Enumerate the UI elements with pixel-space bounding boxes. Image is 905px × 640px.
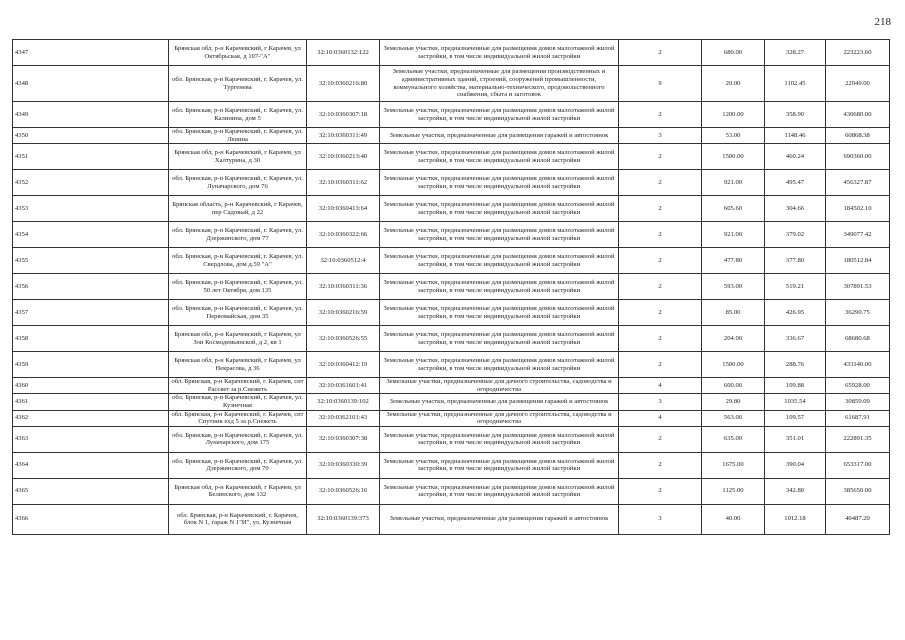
cadastral-number-cell: 32:10:0360307:18 xyxy=(307,102,380,128)
cadastral-value-cell: 690360.00 xyxy=(826,144,890,170)
land-use-group-cell: 2 xyxy=(619,170,702,196)
land-use-group-cell: 2 xyxy=(619,196,702,222)
address-cell: обл. Брянская, р-н Карачевский, г. Карачев, ул. 50 лет Октября, дом 135 xyxy=(169,274,307,300)
page-number: 218 xyxy=(874,16,891,28)
cadastral-number-cell: 32:10:0360526:55 xyxy=(307,326,380,352)
land-use-group-cell: 2 xyxy=(619,102,702,128)
specific-value-cell: 426.95 xyxy=(765,300,826,326)
land-use-cell: Земельные участки, предназначенные для размещения домов малоэтажной жилой застройки, в том числе индивидуальной жилой застройки xyxy=(380,248,619,274)
address-cell: обл. Брянская, р-н Карачевский, г. Карачев, ул. Тургенева xyxy=(169,66,307,102)
address-cell: обл. Брянская, р-н Карачевский, г. Карачев, ул. Дзержинского, дом 70 xyxy=(169,452,307,478)
record-number: 4364 xyxy=(13,452,169,478)
area-cell: 921.00 xyxy=(702,170,765,196)
land-use-cell: Земельные участки, предназначенные для размещения домов малоэтажной жилой застройки, в том числе индивидуальной жилой застройки xyxy=(380,274,619,300)
table-row xyxy=(13,426,890,452)
land-use-cell: Земельные участки, предназначенные для размещения домов малоэтажной жилой застройки, в том числе индивидуальной жилой застройки xyxy=(380,478,619,504)
specific-value-cell: 336.67 xyxy=(765,326,826,352)
land-use-group-cell: 4 xyxy=(619,378,702,394)
address-cell: Брянская обл, р-н Карачевский, г Карачев, ул Некрасова, д 36 xyxy=(169,352,307,378)
specific-value-cell: 1148.46 xyxy=(765,128,826,144)
land-use-group-cell: 3 xyxy=(619,504,702,534)
area-cell: 1125.00 xyxy=(702,478,765,504)
land-use-group-cell: 4 xyxy=(619,410,702,426)
cadastral-value-cell: 385650.00 xyxy=(826,478,890,504)
record-number: 4355 xyxy=(13,248,169,274)
record-number: 4358 xyxy=(13,326,169,352)
address-cell: обл. Брянская, р-н Карачевский, г. Карачев, ул. Луначарского, дом 175 xyxy=(169,426,307,452)
cadastral-number-cell: 32:10:0360526:16 xyxy=(307,478,380,504)
cadastral-value-cell: 30859.09 xyxy=(826,394,890,410)
area-cell: 1500.00 xyxy=(702,144,765,170)
area-cell: 204.00 xyxy=(702,326,765,352)
record-number: 4349 xyxy=(13,102,169,128)
land-use-group-cell: 2 xyxy=(619,40,702,66)
table-row xyxy=(13,170,890,196)
specific-value-cell: 328.27 xyxy=(765,40,826,66)
area-cell: 1200.00 xyxy=(702,102,765,128)
record-number: 4366 xyxy=(13,504,169,534)
record-number: 4350 xyxy=(13,128,169,144)
table-row xyxy=(13,102,890,128)
table-row xyxy=(13,144,890,170)
cadastral-value-cell: 68680.68 xyxy=(826,326,890,352)
cadastral-value-cell: 307891.53 xyxy=(826,274,890,300)
land-use-group-cell: 2 xyxy=(619,144,702,170)
land-use-cell: Земельные участки, предназначенные для размещения домов малоэтажной жилой застройки, в том числе индивидуальной жилой застройки xyxy=(380,196,619,222)
cadastral-number-cell: 32:10:0360216:59 xyxy=(307,300,380,326)
specific-value-cell: 377.80 xyxy=(765,248,826,274)
record-number: 4361 xyxy=(13,394,169,410)
address-cell: Брянская область, р-н Карачевский, г Карачев, пер Садовый, д 22 xyxy=(169,196,307,222)
cadastral-number-cell: 32:10:0360132:122 xyxy=(307,40,380,66)
land-use-cell: Земельные участки, предназначенные для размещения домов малоэтажной жилой застройки, в том числе индивидуальной жилой застройки xyxy=(380,352,619,378)
area-cell: 605.60 xyxy=(702,196,765,222)
address-cell: обл. Брянская, р-н Карачевский, г. Карачев, ул. Первомайская, дом 35 xyxy=(169,300,307,326)
cadastral-number-cell: 32:10:0360413:64 xyxy=(307,196,380,222)
table-row xyxy=(13,40,890,66)
table-row xyxy=(13,128,890,144)
cadastral-value-cell: 36290.75 xyxy=(826,300,890,326)
cadastral-number-cell: 32:10:0360216:80 xyxy=(307,66,380,102)
land-use-group-cell: 9 xyxy=(619,66,702,102)
area-cell: 635.00 xyxy=(702,426,765,452)
cadastral-value-cell: 430680.00 xyxy=(826,102,890,128)
area-cell: 563.00 xyxy=(702,410,765,426)
record-number: 4360 xyxy=(13,378,169,394)
specific-value-cell: 379.02 xyxy=(765,222,826,248)
record-number: 4363 xyxy=(13,426,169,452)
land-use-group-cell: 3 xyxy=(619,394,702,410)
area-cell: 53.00 xyxy=(702,128,765,144)
record-number: 4357 xyxy=(13,300,169,326)
cadastral-value-cell: 180512.84 xyxy=(826,248,890,274)
address-cell: обл. Брянская, р-н Карачевский, г. Карачев, ул. Кузнечная xyxy=(169,394,307,410)
address-cell: Брянская обл, р-н Карачевский, г Карачев, ул Белинского, дом 132 xyxy=(169,478,307,504)
land-use-group-cell: 2 xyxy=(619,352,702,378)
table-body xyxy=(13,40,890,535)
area-cell: 20.00 xyxy=(702,66,765,102)
cadastral-number-cell: 32:10:0360139:102 xyxy=(307,394,380,410)
cadastral-number-cell: 32:10:0360139:373 xyxy=(307,504,380,534)
land-use-cell: Земельные участки, предназначенные для размещения гаражей и автостоянок xyxy=(380,504,619,534)
cadastral-value-cell: 22049.00 xyxy=(826,66,890,102)
land-registry-table xyxy=(12,39,890,535)
table-row xyxy=(13,196,890,222)
record-number: 4347 xyxy=(13,40,169,66)
specific-value-cell: 1012.18 xyxy=(765,504,826,534)
area-cell: 85.00 xyxy=(702,300,765,326)
cadastral-value-cell: 60868.38 xyxy=(826,128,890,144)
specific-value-cell: 519.21 xyxy=(765,274,826,300)
cadastral-number-cell: 32:10:0360322:66 xyxy=(307,222,380,248)
specific-value-cell: 109.88 xyxy=(765,378,826,394)
cadastral-value-cell: 433140.00 xyxy=(826,352,890,378)
table-row xyxy=(13,222,890,248)
cadastral-number-cell: 32:10:0360512:4 xyxy=(307,248,380,274)
record-number: 4356 xyxy=(13,274,169,300)
area-cell: 680.00 xyxy=(702,40,765,66)
land-use-cell: Земельные участки, предназначенные для размещения производственных и административных зданий, строений, сооружений промышленности, коммунального хозяйства, материально-технического, продовольственного снабжения, сбыта и заготовок xyxy=(380,66,619,102)
area-cell: 600.00 xyxy=(702,378,765,394)
area-cell: 1675.00 xyxy=(702,452,765,478)
table-row xyxy=(13,326,890,352)
cadastral-number-cell: 32:10:0360412:19 xyxy=(307,352,380,378)
specific-value-cell: 495.47 xyxy=(765,170,826,196)
record-number: 4365 xyxy=(13,478,169,504)
area-cell: 29.80 xyxy=(702,394,765,410)
table-row xyxy=(13,410,890,426)
cadastral-value-cell: 65928.00 xyxy=(826,378,890,394)
cadastral-number-cell: 32:10:0360311:49 xyxy=(307,128,380,144)
area-cell: 921.00 xyxy=(702,222,765,248)
land-use-cell: Земельные участки, предназначенные для размещения домов малоэтажной жилой застройки, в том числе индивидуальной жилой застройки xyxy=(380,40,619,66)
land-use-group-cell: 2 xyxy=(619,300,702,326)
cadastral-number-cell: 32:10:0360311:62 xyxy=(307,170,380,196)
address-cell: обл. Брянская, р-н Карачевский, г. Карачев, ул. Луначарского, дом 76 xyxy=(169,170,307,196)
land-use-group-cell: 2 xyxy=(619,326,702,352)
specific-value-cell: 1102.45 xyxy=(765,66,826,102)
address-cell: обл. Брянская, р-н Карачевский, г. Карачев, снт Рассвет за р.Снежеть xyxy=(169,378,307,394)
land-use-cell: Земельные участки, предназначенные для размещения домов малоэтажной жилой застройки, в том числе индивидуальной жилой застройки xyxy=(380,300,619,326)
cadastral-value-cell: 456327.87 xyxy=(826,170,890,196)
specific-value-cell: 390.04 xyxy=(765,452,826,478)
table-row xyxy=(13,452,890,478)
address-cell: обл. Брянская, р-н Карачевский, г. Карачев, ул. Ленина xyxy=(169,128,307,144)
area-cell: 477.80 xyxy=(702,248,765,274)
address-cell: обл. Брянская, р-н Карачевский, г. Карачев, снт Спутник ехд 5 за р.Снежеть xyxy=(169,410,307,426)
cadastral-number-cell: 32:10:0361601:41 xyxy=(307,378,380,394)
cadastral-value-cell: 349077.42 xyxy=(826,222,890,248)
land-use-cell: Земельные участки, предназначенные для размещения гаражей и автостоянок xyxy=(380,394,619,410)
address-cell: Брянская обл, р-н Карачевский, г Карачев, ул Зои Космодемьянской, д 2, кв 1 xyxy=(169,326,307,352)
record-number: 4351 xyxy=(13,144,169,170)
address-cell: обл. Брянская, р-н Карачевский, г. Карачев, ул. Калинина, дом 5 xyxy=(169,102,307,128)
land-use-cell: Земельные участки, предназначенные для размещения домов малоэтажной жилой застройки, в том числе индивидуальной жилой застройки xyxy=(380,222,619,248)
land-use-cell: Земельные участки, предназначенные для размещения домов малоэтажной жилой застройки, в том числе индивидуальной жилой застройки xyxy=(380,102,619,128)
land-use-group-cell: 2 xyxy=(619,248,702,274)
specific-value-cell: 109.57 xyxy=(765,410,826,426)
cadastral-value-cell: 653317.00 xyxy=(826,452,890,478)
cadastral-value-cell: 40487.20 xyxy=(826,504,890,534)
specific-value-cell: 351.01 xyxy=(765,426,826,452)
land-use-group-cell: 2 xyxy=(619,222,702,248)
record-number: 4353 xyxy=(13,196,169,222)
record-number: 4359 xyxy=(13,352,169,378)
land-use-group-cell: 2 xyxy=(619,452,702,478)
record-number: 4362 xyxy=(13,410,169,426)
land-use-cell: Земельные участки, предназначенные для дачного строительства, садоводства и огородничества xyxy=(380,410,619,426)
cadastral-value-cell: 223223.60 xyxy=(826,40,890,66)
table-row xyxy=(13,478,890,504)
land-use-cell: Земельные участки, предназначенные для размещения домов малоэтажной жилой застройки, в том числе индивидуальной жилой застройки xyxy=(380,452,619,478)
land-use-group-cell: 3 xyxy=(619,128,702,144)
cadastral-value-cell: 61687.91 xyxy=(826,410,890,426)
record-number: 4348 xyxy=(13,66,169,102)
address-cell: Брянская обл, р-н Карачевский, г Карачев, ул Халтурина, д 30 xyxy=(169,144,307,170)
address-cell: обл. Брянская, р-н Карачевский, г. Карачев, ул. Свердлова, дом д.59 "А" xyxy=(169,248,307,274)
specific-value-cell: 460.24 xyxy=(765,144,826,170)
table-row xyxy=(13,504,890,534)
land-use-cell: Земельные участки, предназначенные для размещения домов малоэтажной жилой застройки, в том числе индивидуальной жилой застройки xyxy=(380,426,619,452)
cadastral-value-cell: 222891.35 xyxy=(826,426,890,452)
cadastral-value-cell: 184502.10 xyxy=(826,196,890,222)
table-row xyxy=(13,300,890,326)
cadastral-number-cell: 32:10:0360213:40 xyxy=(307,144,380,170)
area-cell: 40.00 xyxy=(702,504,765,534)
cadastral-number-cell: 32:10:0362101:43 xyxy=(307,410,380,426)
table-row xyxy=(13,66,890,102)
specific-value-cell: 342.80 xyxy=(765,478,826,504)
area-cell: 1500.00 xyxy=(702,352,765,378)
record-number: 4352 xyxy=(13,170,169,196)
record-number: 4354 xyxy=(13,222,169,248)
land-use-cell: Земельные участки, предназначенные для размещения домов малоэтажной жилой застройки, в том числе индивидуальной жилой застройки xyxy=(380,326,619,352)
address-cell: обл. Брянская, р-н Карачевский, г. Карачев, блок N 1, гараж N 1"И", ул. Кузнечная xyxy=(169,504,307,534)
table-row xyxy=(13,394,890,410)
land-use-group-cell: 2 xyxy=(619,426,702,452)
table-row xyxy=(13,274,890,300)
specific-value-cell: 358.90 xyxy=(765,102,826,128)
land-use-cell: Земельные участки, предназначенные для дачного строительства, садоводства и огородничества xyxy=(380,378,619,394)
table-row xyxy=(13,378,890,394)
land-use-group-cell: 2 xyxy=(619,274,702,300)
specific-value-cell: 288.76 xyxy=(765,352,826,378)
address-cell: обл. Брянская, р-н Карачевский, г. Карачев, ул. Дзержинского, дом 77 xyxy=(169,222,307,248)
table-row xyxy=(13,248,890,274)
cadastral-number-cell: 32:10:0360311:36 xyxy=(307,274,380,300)
land-use-cell: Земельные участки, предназначенные для размещения гаражей и автостоянок xyxy=(380,128,619,144)
area-cell: 593.00 xyxy=(702,274,765,300)
specific-value-cell: 1035.54 xyxy=(765,394,826,410)
land-use-cell: Земельные участки, предназначенные для размещения домов малоэтажной жилой застройки, в том числе индивидуальной жилой застройки xyxy=(380,170,619,196)
land-use-cell: Земельные участки, предназначенные для размещения домов малоэтажной жилой застройки, в том числе индивидуальной жилой застройки xyxy=(380,144,619,170)
cadastral-number-cell: 32:10:0360307:38 xyxy=(307,426,380,452)
address-cell: Брянская обл, р-н Карачевский, г Карачев, ул Октябрьская, д 107-"А" xyxy=(169,40,307,66)
specific-value-cell: 304.66 xyxy=(765,196,826,222)
table-row xyxy=(13,352,890,378)
land-use-group-cell: 2 xyxy=(619,478,702,504)
cadastral-number-cell: 32:10:0360330:39 xyxy=(307,452,380,478)
